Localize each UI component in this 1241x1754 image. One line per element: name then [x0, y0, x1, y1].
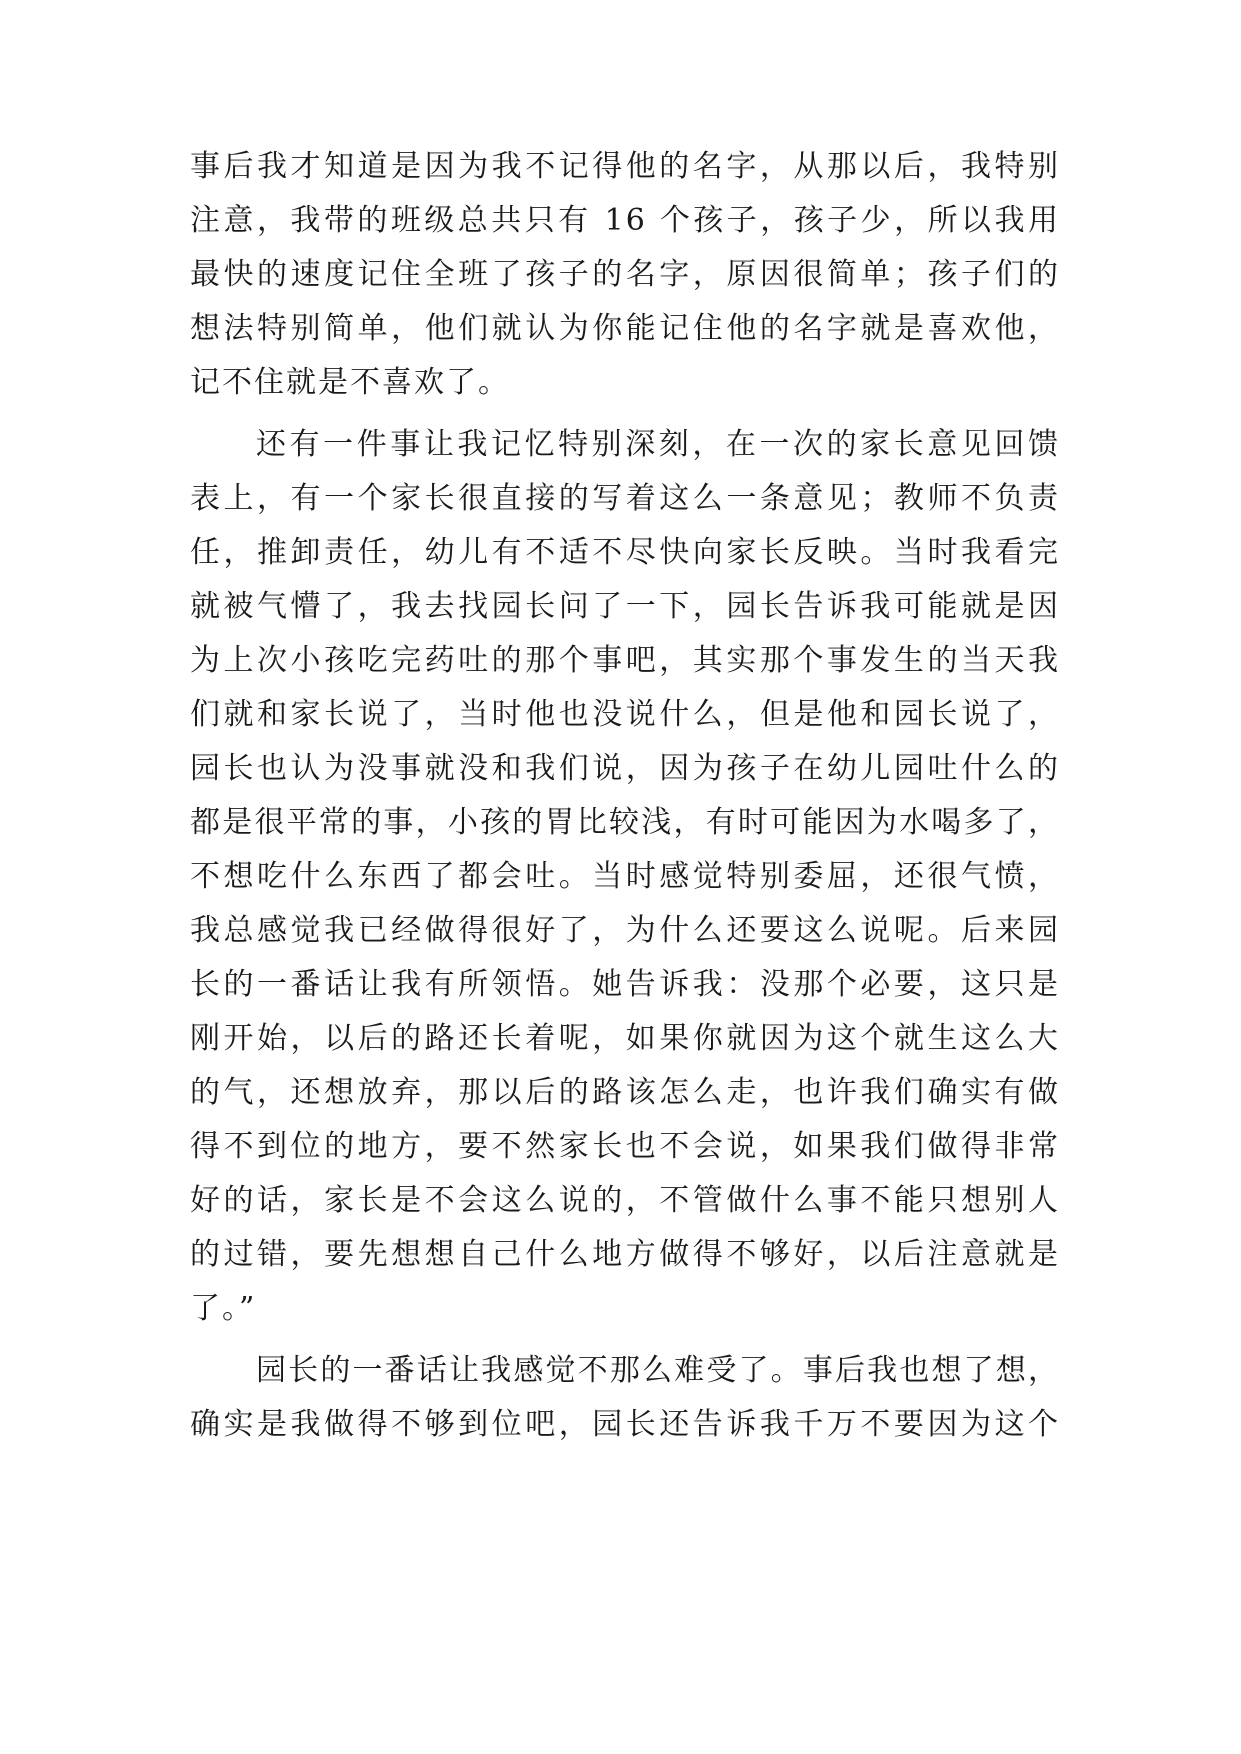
paragraph-1-line-1: 事后我才知道是因为我不记得他的名字，从那以后，我特别	[190, 149, 1060, 184]
paragraph-2-line-3: 任，推卸责任，幼儿有不适不尽快向家长反映。当时我看完	[190, 535, 1060, 570]
paragraph-2-line-1: 还有一件事让我记忆特别深刻，在一次的家长意见回馈	[256, 427, 1060, 462]
paragraph-2-line-5: 为上次小孩吃完药吐的那个事吧，其实那个事发生的当天我	[190, 643, 1060, 678]
paragraph-2-line-7: 园长也认为没事就没和我们说，因为孩子在幼儿园吐什么的	[190, 751, 1060, 786]
paragraph-2-line-8: 都是很平常的事，小孩的胃比较浅，有时可能因为水喝多了，	[190, 805, 1060, 840]
paragraph-2-line-15: 好的话，家长是不会这么说的，不管做什么事不能只想别人	[190, 1183, 1060, 1218]
paragraph-1-line-3: 最快的速度记住全班了孩子的名字，原因很简单；孩子们的	[190, 257, 1060, 292]
paragraph-1-line-4: 想法特别简单，他们就认为你能记住他的名字就是喜欢他，	[190, 311, 1060, 346]
paragraph-2-line-4: 就被气懵了，我去找园长问了一下，园长告诉我可能就是因	[190, 589, 1060, 624]
paragraph-2-line-9: 不想吃什么东西了都会吐。当时感觉特别委屈，还很气愤，	[190, 859, 1060, 894]
paragraph-2-line-13: 的气，还想放弃，那以后的路该怎么走，也许我们确实有做	[190, 1075, 1060, 1110]
paragraph-1-line-5: 记不住就是不喜欢了。	[190, 365, 510, 400]
paragraph-2-line-11: 长的一番话让我有所领悟。她告诉我：没那个必要，这只是	[190, 967, 1060, 1002]
paragraph-2-line-2: 表上，有一个家长很直接的写着这么一条意见；教师不负责	[190, 481, 1060, 516]
paragraph-1-line-2: 注意，我带的班级总共只有 16 个孩子，孩子少，所以我用	[190, 203, 1060, 238]
paragraph-2-line-6: 们就和家长说了，当时他也没说什么，但是他和园长说了，	[190, 697, 1060, 732]
paragraph-3-line-1: 园长的一番话让我感觉不那么难受了。事后我也想了想，	[256, 1353, 1060, 1388]
paragraph-2-line-10: 我总感觉我已经做得很好了，为什么还要这么说呢。后来园	[190, 913, 1060, 948]
paragraph-3-line-2: 确实是我做得不够到位吧，园长还告诉我千万不要因为这个	[190, 1407, 1060, 1442]
paragraph-2-line-12: 刚开始，以后的路还长着呢，如果你就因为这个就生这么大	[190, 1021, 1060, 1056]
paragraph-2-line-17: 了。”	[190, 1291, 257, 1326]
paragraph-2-line-16: 的过错，要先想想自己什么地方做得不够好，以后注意就是	[190, 1237, 1060, 1272]
paragraph-2-line-14: 得不到位的地方，要不然家长也不会说，如果我们做得非常	[190, 1129, 1060, 1164]
